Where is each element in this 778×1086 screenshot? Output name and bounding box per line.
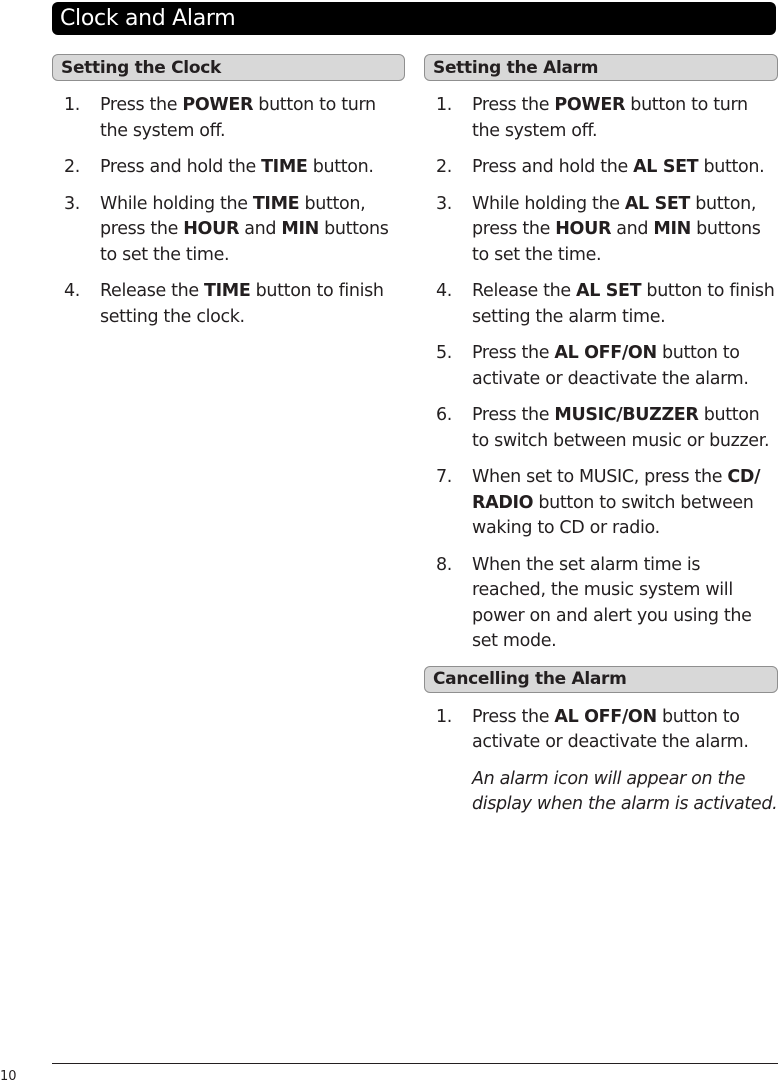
- step-number: 1.: [436, 95, 452, 115]
- step-number: 4.: [64, 281, 80, 301]
- alarm-step: 8. When the set alarm time is reached, the music system will power on and alert you using the set mode.: [436, 554, 752, 651]
- alarm-step: 1. Press the POWER button to turn the system off.: [436, 95, 748, 141]
- step-number: 8.: [436, 554, 452, 575]
- clock-step: 2. Press and hold the TIME button.: [52, 155, 405, 181]
- footer-divider: [52, 1063, 778, 1064]
- clock-section-heading: Setting the Clock: [52, 54, 405, 81]
- clock-step: 4. Release the TIME button to finish setting the clock.: [64, 281, 384, 327]
- alarm-column: [424, 54, 778, 818]
- step-number: 7.: [436, 467, 452, 487]
- page-title: Clock and Alarm: [60, 5, 236, 31]
- step-number: 1.: [64, 95, 80, 115]
- step-number: 3.: [436, 193, 452, 214]
- step-number: 2.: [64, 157, 80, 177]
- alarm-icon-note: An alarm icon will appear on the display when the alarm is activated.: [472, 768, 778, 814]
- alarm-step: 4. Release the AL SET button to finish setting the alarm time.: [436, 281, 775, 327]
- step-number: 3.: [64, 193, 80, 214]
- alarm-step: 6. Press the MUSIC/BUZZER button to switch between music or buzzer.: [436, 405, 770, 451]
- section-title-bar: [52, 2, 776, 35]
- alarm-step: 3. While holding the AL SET button, press the HOUR and MIN buttons to set the time.: [436, 193, 761, 265]
- alarm-section-heading: Setting the Alarm: [424, 54, 778, 81]
- step-number: 1.: [436, 706, 452, 727]
- cancel-step: 1. Press the AL OFF/ON button to activate or deactivate the alarm.: [436, 706, 749, 752]
- step-number: 2.: [436, 157, 452, 177]
- step-number: 6.: [436, 405, 452, 425]
- clock-steps-list: [52, 93, 405, 330]
- step-number: 4.: [436, 281, 452, 301]
- clock-step: 1. Press the POWER button to turn the system off.: [64, 95, 376, 141]
- cancel-section-heading: Cancelling the Alarm: [424, 666, 778, 693]
- cancel-steps-list: [424, 705, 778, 756]
- alarm-step: 5. Press the AL OFF/ON button to activate or deactivate the alarm.: [436, 343, 749, 389]
- page-number: 10: [0, 1069, 17, 1084]
- alarm-steps-list: [424, 93, 778, 655]
- step-number: 5.: [436, 343, 452, 363]
- clock-step: 3. While holding the TIME button, press the HOUR and MIN buttons to set the time.: [64, 193, 389, 265]
- alarm-step: 2. Press and hold the AL SET button.: [424, 155, 778, 181]
- alarm-step: 7. When set to MUSIC, press the CD/ RADIO button to switch between waking to CD or radio.: [436, 467, 761, 538]
- clock-column: [52, 54, 405, 330]
